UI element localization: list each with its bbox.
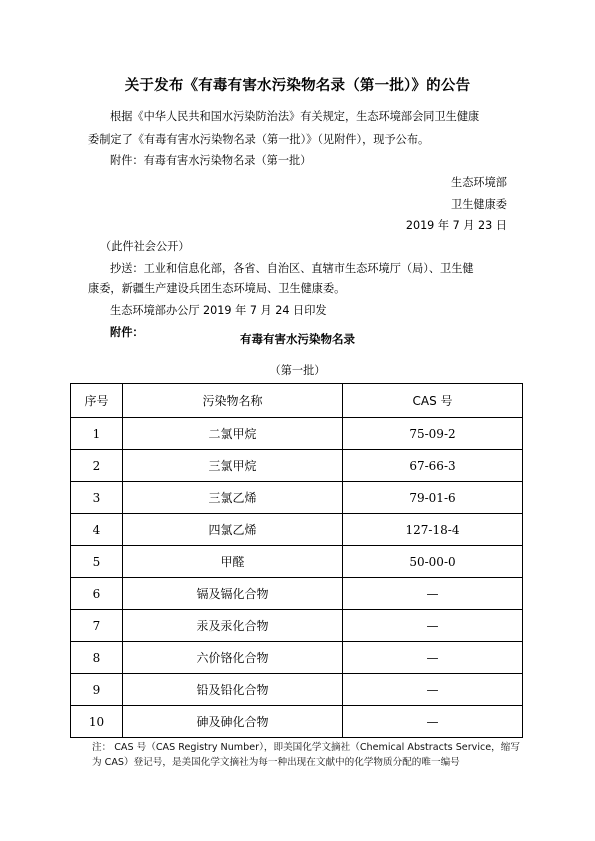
- row-cas-number: 67-66-3: [343, 450, 523, 482]
- table-row: [71, 706, 523, 738]
- table-row: [71, 450, 523, 482]
- body-paragraph-line-1: 根据《中华人民共和国水污染防治法》有关规定，生态环境部会同卫生健康: [110, 110, 480, 123]
- row-cas-number: —: [343, 706, 523, 738]
- attachment-label: 附件：: [110, 326, 144, 339]
- row-serial-number: 3: [71, 482, 123, 514]
- row-serial-number: 2: [71, 450, 123, 482]
- pollutant-table: [70, 383, 523, 738]
- signature-date: 2019 年 7 月 23 日: [405, 219, 507, 232]
- signature-org-2: 卫生健康委: [451, 198, 507, 211]
- body-paragraph-line-2: 委制定了《有毒有害水污染物名录（第一批）》（见附件），现予公布。: [88, 133, 430, 146]
- row-serial-number: 4: [71, 514, 123, 546]
- table-row: [71, 610, 523, 642]
- row-pollutant-name: 三氯乙烯: [123, 482, 343, 514]
- cc-line-2: 康委，新疆生产建设兵团生态环境局、卫生健康委。: [88, 282, 346, 295]
- row-cas-number: —: [343, 578, 523, 610]
- annex-subtitle: （第一批）: [269, 364, 326, 377]
- row-serial-number: 6: [71, 578, 123, 610]
- row-pollutant-name: 甲醛: [123, 546, 343, 578]
- row-serial-number: 7: [71, 610, 123, 642]
- signature-org-1: 生态环境部: [451, 176, 507, 189]
- row-cas-number: —: [343, 642, 523, 674]
- row-serial-number: 1: [71, 418, 123, 450]
- footnote-line-2: 为 CAS）登记号，是美国化学文摘社为每一种出现在文献中的化学物质分配的唯一编号: [92, 757, 460, 768]
- table-header-row: [71, 384, 523, 418]
- row-pollutant-name: 汞及汞化合物: [123, 610, 343, 642]
- issued-by: 生态环境部办公厅 2019 年 7 月 24 日印发: [110, 304, 327, 317]
- row-cas-number: 79-01-6: [343, 482, 523, 514]
- row-serial-number: 10: [71, 706, 123, 738]
- row-pollutant-name: 铅及铅化合物: [123, 674, 343, 706]
- row-serial-number: 8: [71, 642, 123, 674]
- cc-line-1: 抄送：工业和信息化部，各省、自治区、直辖市生态环境厅（局）、卫生健: [110, 262, 474, 275]
- row-cas-number: 75-09-2: [343, 418, 523, 450]
- row-pollutant-name: 砷及砷化合物: [123, 706, 343, 738]
- row-pollutant-name: 镉及镉化合物: [123, 578, 343, 610]
- row-pollutant-name: 二氯甲烷: [123, 418, 343, 450]
- header-pollutant-name: 污染物名称: [123, 384, 343, 418]
- header-cas-number: CAS 号: [343, 384, 523, 418]
- table-row: [71, 546, 523, 578]
- row-serial-number: 9: [71, 674, 123, 706]
- row-pollutant-name: 六价铬化合物: [123, 642, 343, 674]
- document-title: 关于发布《有毒有害水污染物名录（第一批）》的公告: [124, 78, 471, 94]
- table-row: [71, 642, 523, 674]
- footnote-line-1: 注： CAS 号（CAS Registry Number），即美国化学文摘社（Chemical Abstracts Service，缩写: [92, 742, 520, 753]
- table-row: [71, 514, 523, 546]
- row-cas-number: —: [343, 610, 523, 642]
- annex-title: 有毒有害水污染物名录: [240, 332, 355, 346]
- public-note: （此件社会公开）: [100, 240, 190, 253]
- row-cas-number: —: [343, 674, 523, 706]
- table-row: [71, 482, 523, 514]
- table-row: [71, 418, 523, 450]
- row-cas-number: 127-18-4: [343, 514, 523, 546]
- attachment-reference: 附件：有毒有害水污染物名录（第一批）: [110, 154, 312, 167]
- row-cas-number: 50-00-0: [343, 546, 523, 578]
- table-row: [71, 578, 523, 610]
- row-pollutant-name: 四氯乙烯: [123, 514, 343, 546]
- table-row: [71, 674, 523, 706]
- row-serial-number: 5: [71, 546, 123, 578]
- row-pollutant-name: 三氯甲烷: [123, 450, 343, 482]
- header-serial-number: 序号: [71, 384, 123, 418]
